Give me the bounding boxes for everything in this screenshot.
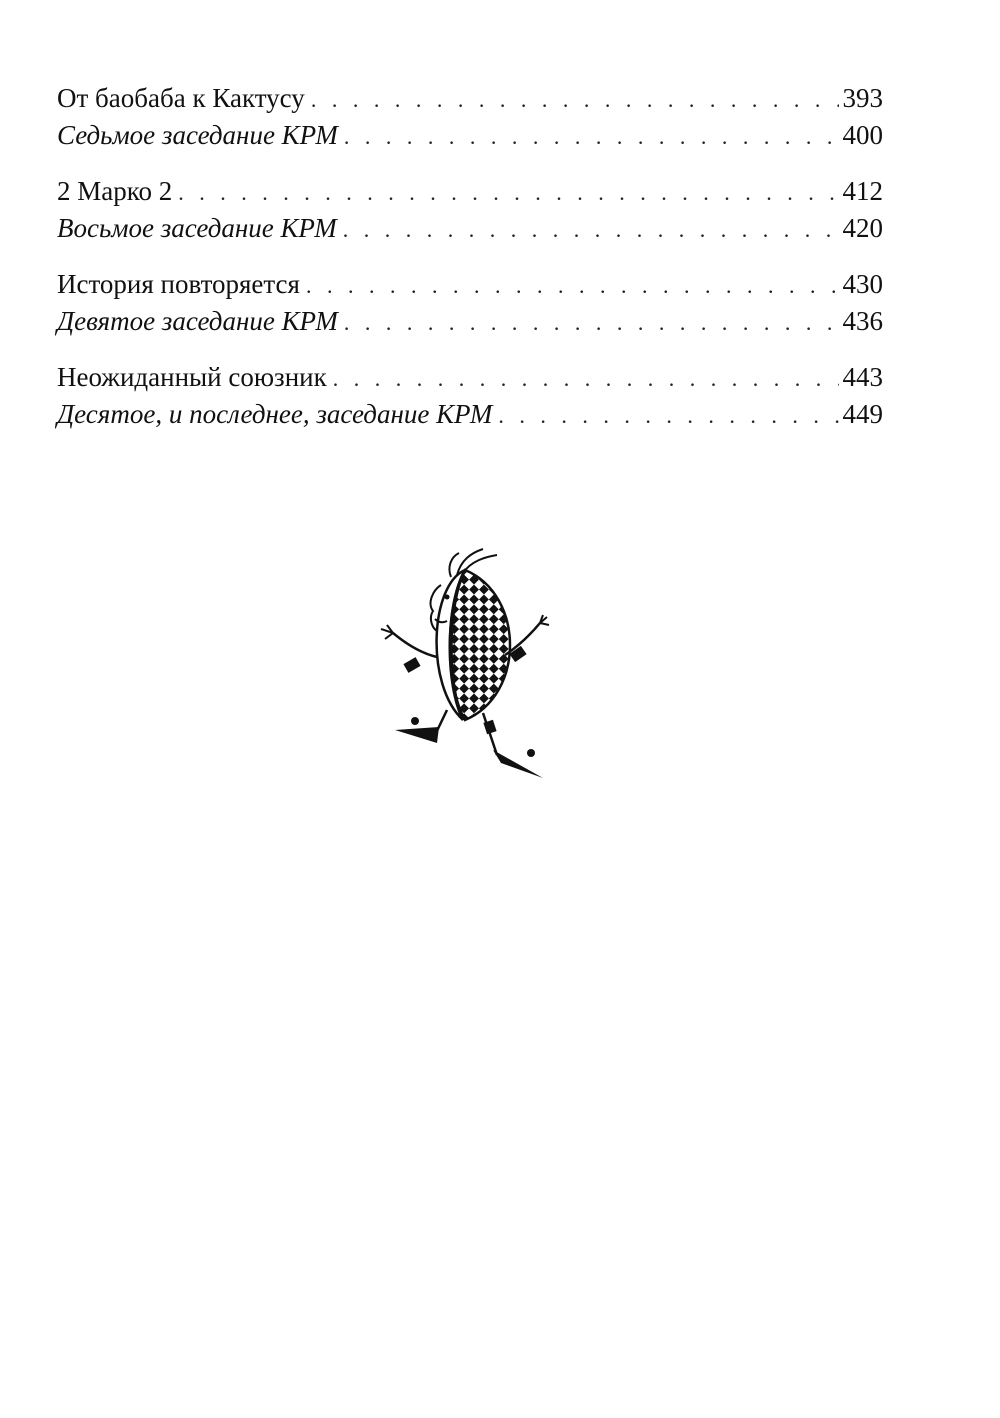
toc-entry-page: 420: [842, 213, 883, 243]
toc-entry-page: 436: [842, 306, 883, 336]
toc-entry-page: 393: [842, 83, 883, 113]
toc-entry[interactable]: [57, 303, 883, 340]
dot-leader: [344, 118, 839, 155]
toc-entry[interactable]: [57, 173, 883, 210]
toc-entry-page: 449: [842, 399, 883, 429]
toc-entry[interactable]: [57, 359, 883, 396]
toc-group: [57, 359, 883, 433]
toc-entry-title: Девятое заседание КРМ: [57, 306, 338, 336]
dot-leader: [306, 267, 839, 304]
toc-group: [57, 173, 883, 247]
toc-entry-title: Неожиданный союзник: [57, 362, 327, 392]
dot-leader: [333, 360, 839, 397]
dot-leader: [178, 174, 838, 211]
toc-entry[interactable]: [57, 80, 883, 117]
toc-entry-page: 430: [842, 269, 883, 299]
toc-entry-title: Восьмое заседание КРМ: [57, 213, 337, 243]
toc-group: [57, 80, 883, 154]
toc-group: [57, 266, 883, 340]
dot-leader: [498, 397, 838, 434]
toc-entry-title: Десятое, и последнее, заседание КРМ: [57, 399, 493, 429]
harlequin-character-icon: [375, 545, 550, 785]
toc-entry[interactable]: [57, 117, 883, 154]
dot-leader: [343, 211, 839, 248]
toc-entry-title: История повторяется: [57, 269, 300, 299]
toc-entry[interactable]: [57, 210, 883, 247]
toc-entry-title: 2 Марко 2: [57, 176, 173, 206]
toc-entry[interactable]: [57, 396, 883, 433]
table-of-contents: [57, 80, 883, 452]
toc-entry-title: Седьмое заседание КРМ: [57, 120, 338, 150]
dot-leader: [344, 304, 839, 341]
toc-entry-title: От баобаба к Кактусу: [57, 83, 305, 113]
toc-entry-page: 443: [842, 362, 883, 392]
toc-entry-page: 412: [842, 176, 883, 206]
dot-leader: [311, 81, 839, 118]
toc-entry-page: 400: [842, 120, 883, 150]
toc-entry[interactable]: [57, 266, 883, 303]
